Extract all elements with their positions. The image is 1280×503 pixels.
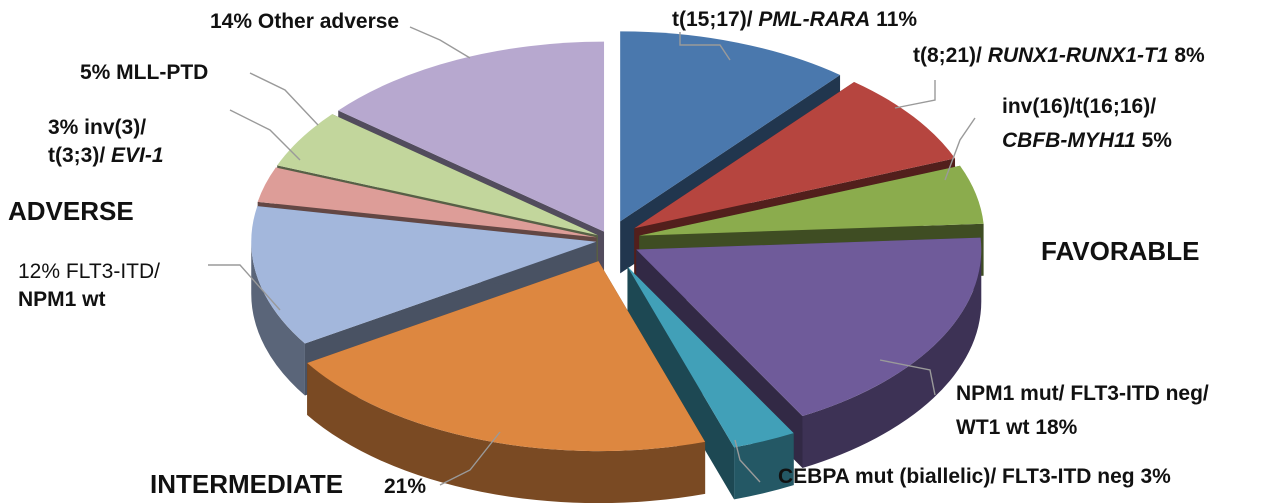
label-inv3-line1: 3% inv(3)/ — [48, 116, 147, 139]
label-cbfb-line2: CBFB-MYH11 5% — [1002, 129, 1172, 152]
group-label-favorable: FAVORABLE — [1041, 236, 1200, 266]
group-label-intermediate: INTERMEDIATE — [150, 469, 344, 499]
label-runx1: t(8;21)/ RUNX1-RUNX1-T1 8% — [913, 44, 1205, 67]
label-mll-ptd: 5% MLL-PTD — [80, 61, 209, 84]
label-other-adverse: 14% Other adverse — [210, 10, 400, 33]
label-inv3-line2: t(3;3)/ EVI-1 — [48, 144, 164, 167]
label-flt3-line1: 12% FLT3-ITD/ — [18, 260, 160, 283]
label-npm1-line1: NPM1 mut/ FLT3-ITD neg/ — [956, 382, 1209, 405]
label-pml-rara: t(15;17)/ PML-RARA 11% — [672, 8, 918, 31]
group-label-adverse: ADVERSE — [8, 196, 134, 226]
label-npm1-line2: WT1 wt 18% — [956, 416, 1078, 439]
label-cbfb-line1: inv(16)/t(16;16)/ — [1002, 95, 1157, 118]
label-intermediate-pct: 21% — [384, 475, 427, 498]
label-cebpa: CEBPA mut (biallelic)/ FLT3-ITD neg 3% — [778, 465, 1171, 488]
label-flt3-line2: NPM1 wt — [18, 288, 106, 311]
pie-slices — [251, 31, 983, 503]
